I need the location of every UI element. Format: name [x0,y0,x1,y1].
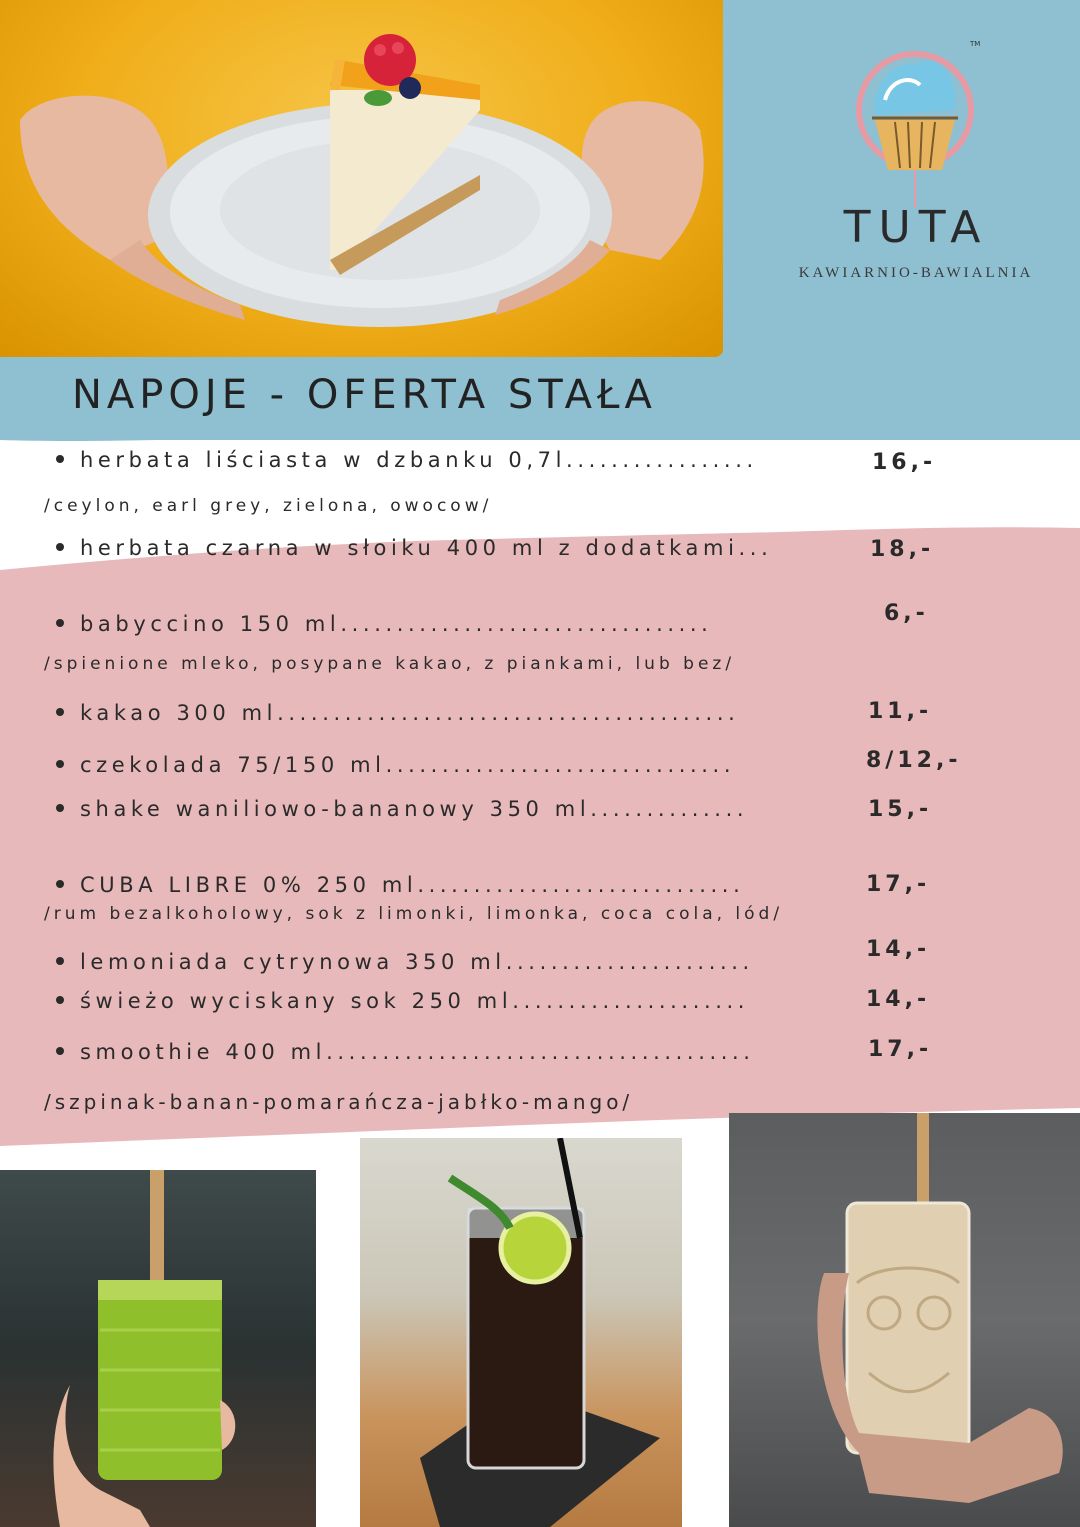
shake-photo [729,1113,1080,1527]
menu-item [56,873,744,897]
menu-item-price: 17,- [866,872,931,897]
menu-item-name: smoothie 400 ml...................................... [80,1040,755,1064]
menu-item-note: /spienione mleko, posypane kakao, z piankami, lub bez/ [44,654,736,674]
menu-item [56,701,739,725]
bullet-icon [56,1047,64,1055]
cupcake-logo [850,40,980,210]
menu-item-note: /szpinak-banan-pomarańcza-jabłko-mango/ [44,1090,634,1114]
brand-subtitle: KAWIARNIO-BAWIALNIA [798,265,1034,281]
menu-item-name: herbata liściasta w dzbanku 0,7l................. [80,448,758,472]
bullet-icon [56,957,64,965]
menu-item-price: 16,- [872,450,937,475]
brand-name: TUTA [843,202,989,253]
bullet-icon [56,543,64,551]
menu-item-name: czekolada 75/150 ml............................... [80,753,736,777]
menu-item [56,753,735,777]
menu-item-name: shake waniliowo-bananowy 350 ml.............. [80,797,749,821]
menu-item-price: 18,- [870,537,935,562]
menu-item [56,989,749,1013]
menu-item [56,1040,755,1064]
menu-item-price: 14,- [866,987,931,1012]
menu-item-name: herbata czarna w słoiku 400 ml z dodatkami... [80,536,773,560]
menu-item-price: 11,- [868,699,933,724]
menu-item-name: babyccino 150 ml................................. [80,612,713,636]
menu-item-name: świeżo wyciskany sok 250 ml..................... [80,989,750,1013]
cuba-libre-photo [360,1138,682,1527]
menu-item-name: CUBA LIBRE 0% 250 ml............................. [80,873,745,897]
bullet-icon [56,708,64,716]
menu-item-price: 17,- [868,1037,933,1062]
bullet-icon [56,455,64,463]
menu-item-price: 6,- [884,601,929,626]
menu-item-note: /ceylon, earl grey, zielona, owocow/ [44,496,493,516]
bullet-icon [56,996,64,1004]
menu-item [56,950,754,974]
smoothie-photo [0,1170,316,1527]
bullet-icon [56,804,64,812]
section-title: NAPOJE - OFERTA STAŁA [72,372,657,418]
trademark-mark: TM [970,40,981,48]
menu-item [56,612,712,636]
menu-item-note: /rum bezalkoholowy, sok z limonki, limonka, coca cola, lód/ [44,904,784,924]
menu-item [56,797,748,821]
menu-item-name: lemoniada cytrynowa 350 ml...................... [80,950,754,974]
menu-item [56,448,758,472]
bullet-icon [56,619,64,627]
menu-item-price: 14,- [866,937,931,962]
menu-item-price: 15,- [868,797,933,822]
menu-item-price: 8/12,- [866,748,962,773]
menu-item [56,536,772,560]
hero-cake-photo [0,0,723,357]
bullet-icon [56,880,64,888]
bullet-icon [56,760,64,768]
menu-item-name: kakao 300 ml......................................... [80,701,740,725]
